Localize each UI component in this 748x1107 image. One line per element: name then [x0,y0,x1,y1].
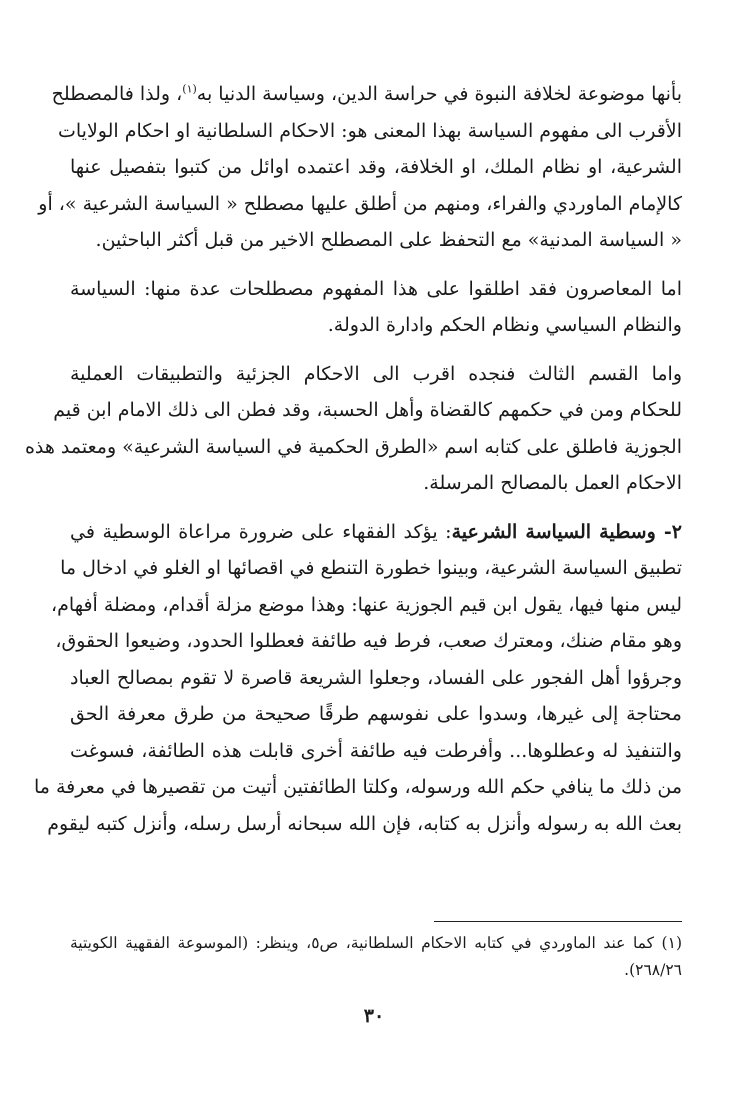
text-line: وهو مقام ضنك، ومعترك صعب، فرط فيه طائفة فعطلوا الحدود، وضيعوا الحقوق، [55,630,682,652]
text-line [51,76,682,113]
section-heading: ٢- وسطية السياسة الشرعية [451,520,682,543]
text-segment: ، ولذا فالمصطلح [51,83,183,105]
text-line: والتنفيذ له وعطلوها... وأفرطت فيه طائفة أخرى قابلت هذه الطائفة، فسوغت [70,739,682,762]
footnote [70,930,682,984]
text-line: ليس منها فيها، يقول ابن قيم الجوزية عنها: وهذا موضع مزلة أقدام، ومضلة أفهام، [51,593,682,616]
text-line: محتاجة إلى غيرها، وسدوا على نفوسهم طرقًا صحيحة من طرق معرفة الحق [70,703,682,725]
paragraph-1 [38,76,682,259]
text-line: الأقرب الى مفهوم السياسة بهذا المعنى هو: الاحكام السلطانية او احكام الولايات [57,119,682,142]
text-line: بعث الله به رسوله وأنزل به كتابه، فإن الله سبحانه أرسل رسله، وأنزل كتبه ليقوم [47,812,682,835]
footnote-line: (١) كما عند الماوردي في كتابه الاحكام السلطانية، ص٥، وينظر: (الموسوعة الفقهية الكويتية [70,934,682,952]
text-line [70,514,682,551]
text-line: الشرعية، او نظام الملك، او الخلافة، وقد اعتمده اوائل من كتبوا بتفصيل عنها [70,156,682,178]
text-segment: بأنها موضوعة لخلافة النبوة في حراسة الدين، وسياسة الدنيا به [196,83,682,105]
text-line: « السياسة المدنية» مع التحفظ على المصطلح الاخير من قبل أكثر الباحثين. [95,229,682,251]
page-number: ٣٠ [363,1005,385,1027]
text-line: الجوزية فاطلق على كتابه اسم «الطرق الحكمية في السياسة الشرعية» ومعتمد هذه [24,435,682,458]
text-line: والنظام السياسي ونظام الحكم وادارة الدولة. [327,314,682,336]
text-line: للحكام ومن في حكمهم كالقضاة وأهل الحسبة، وقد فطن الى ذلك الامام ابن قيم [53,399,682,421]
paragraph-4 [33,514,682,843]
text-line: واما القسم الثالث فنجده اقرب الى الاحكام الجزئية والتطبيقات العملية [70,362,682,385]
footnote-divider [434,921,682,922]
text-line: اما المعاصرون فقد اطلقوا على هذا المفهوم مصطلحات عدة منها: السياسة [70,277,682,300]
text-line: من ذلك ما ينافي حكم الله ورسوله، وكلتا الطائفتين أتيت من تقصيرها في معرفة ما [33,776,682,798]
paragraph-2 [70,271,682,344]
footnote-line: ٢٦٨/٢٦). [624,961,682,979]
footnote-ref[interactable]: (١) [182,82,197,96]
text-line: تطبيق السياسة الشرعية، وبينوا خطورة التنطع في اقصائها او الغلو في ادخال ما [60,557,682,579]
paragraph-3 [24,356,682,502]
text-segment: : يؤكد الفقهاء على ضرورة مراعاة الوسطية في [70,520,452,543]
text-line: الاحكام العمل بالمصالح المرسلة. [423,472,682,494]
text-line: وجرؤوا أهل الفجور على الفساد، وجعلوا الشريعة قاصرة لا تقوم بمصالح العباد [70,666,682,689]
text-line: كالإمام الماوردي والفراء، ومنهم من أطلق عليها مصطلح « السياسة الشرعية »، أو [38,192,682,215]
